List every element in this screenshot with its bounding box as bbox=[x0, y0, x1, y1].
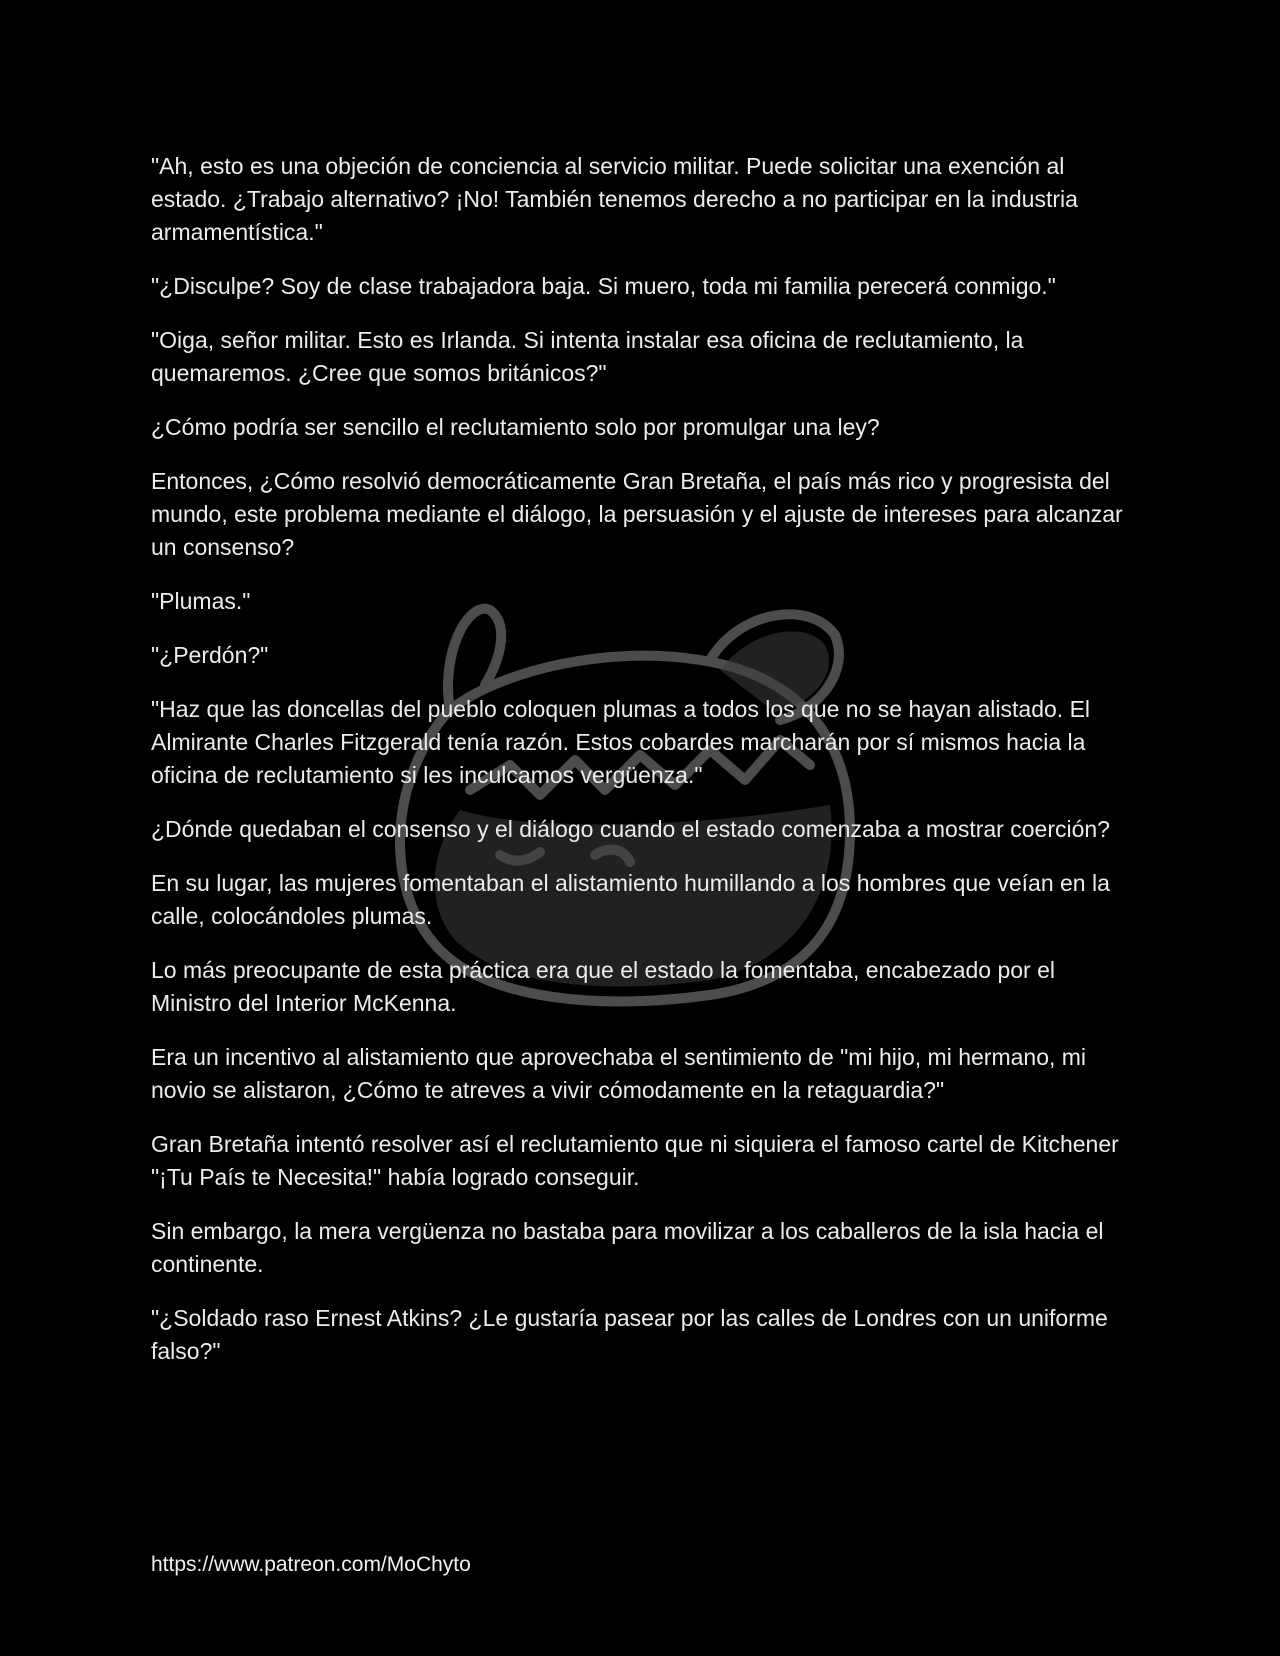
paragraph: "Oiga, señor militar. Esto es Irlanda. Si intenta instalar esa oficina de reclutamiento, la quemaremos. ¿Cree que somos británicos?" bbox=[151, 327, 1024, 386]
paragraph: "¿Disculpe? Soy de clase trabajadora baja. Si muero, toda mi familia perecerá conmigo." bbox=[151, 273, 1056, 299]
patreon-link[interactable]: https://www.patreon.com/MoChyto bbox=[151, 1553, 471, 1576]
paragraph: Lo más preocupante de esta práctica era que el estado la fomentaba, encabezado por el Ministro del Interior McKenna. bbox=[151, 957, 1055, 1016]
document-body bbox=[151, 150, 1131, 1389]
paragraph: "Haz que las doncellas del pueblo coloquen plumas a todos los que no se hayan alistado. El Almirante Charles Fitzgerald tenía razón. Estos cobardes marcharán por sí mismos hacia la oficina de reclutamiento si les inculcamos vergüenza." bbox=[151, 696, 1091, 788]
paragraph: En su lugar, las mujeres fomentaban el alistamiento humillando a los hombres que veían en la calle, colocándoles plumas. bbox=[151, 870, 1110, 929]
paragraph: Era un incentivo al alistamiento que aprovechaba el sentimiento de "mi hijo, mi hermano, mi novio se alistaron, ¿Cómo te atreves a vivir cómodamente en la retaguardia?" bbox=[151, 1044, 1087, 1103]
paragraph: ¿Cómo podría ser sencillo el reclutamiento solo por promulgar una ley? bbox=[151, 414, 880, 440]
paragraph: "Plumas." bbox=[151, 588, 251, 614]
paragraph: ¿Dónde quedaban el consenso y el diálogo cuando el estado comenzaba a mostrar coerción? bbox=[151, 816, 1110, 842]
paragraph: Sin embargo, la mera vergüenza no bastaba para movilizar a los caballeros de la isla hacia el continente. bbox=[151, 1218, 1104, 1277]
paragraph: Entonces, ¿Cómo resolvió democráticamente Gran Bretaña, el país más rico y progresista del mundo, este problema mediante el diálogo, la persuasión y el ajuste de intereses para alcanzar un consenso? bbox=[151, 468, 1123, 560]
paragraph: "Ah, esto es una objeción de conciencia al servicio militar. Puede solicitar una exención al estado. ¿Trabajo alternativo? ¡No! También tenemos derecho a no participar en la industria armamentística." bbox=[151, 153, 1078, 245]
paragraph: Gran Bretaña intentó resolver así el reclutamiento que ni siquiera el famoso cartel de Kitchener "¡Tu País te Necesita!" había logrado conseguir. bbox=[151, 1131, 1119, 1190]
paragraph: "¿Perdón?" bbox=[151, 642, 269, 668]
paragraph: "¿Soldado raso Ernest Atkins? ¿Le gustaría pasear por las calles de Londres con un uniforme falso?" bbox=[151, 1305, 1108, 1364]
